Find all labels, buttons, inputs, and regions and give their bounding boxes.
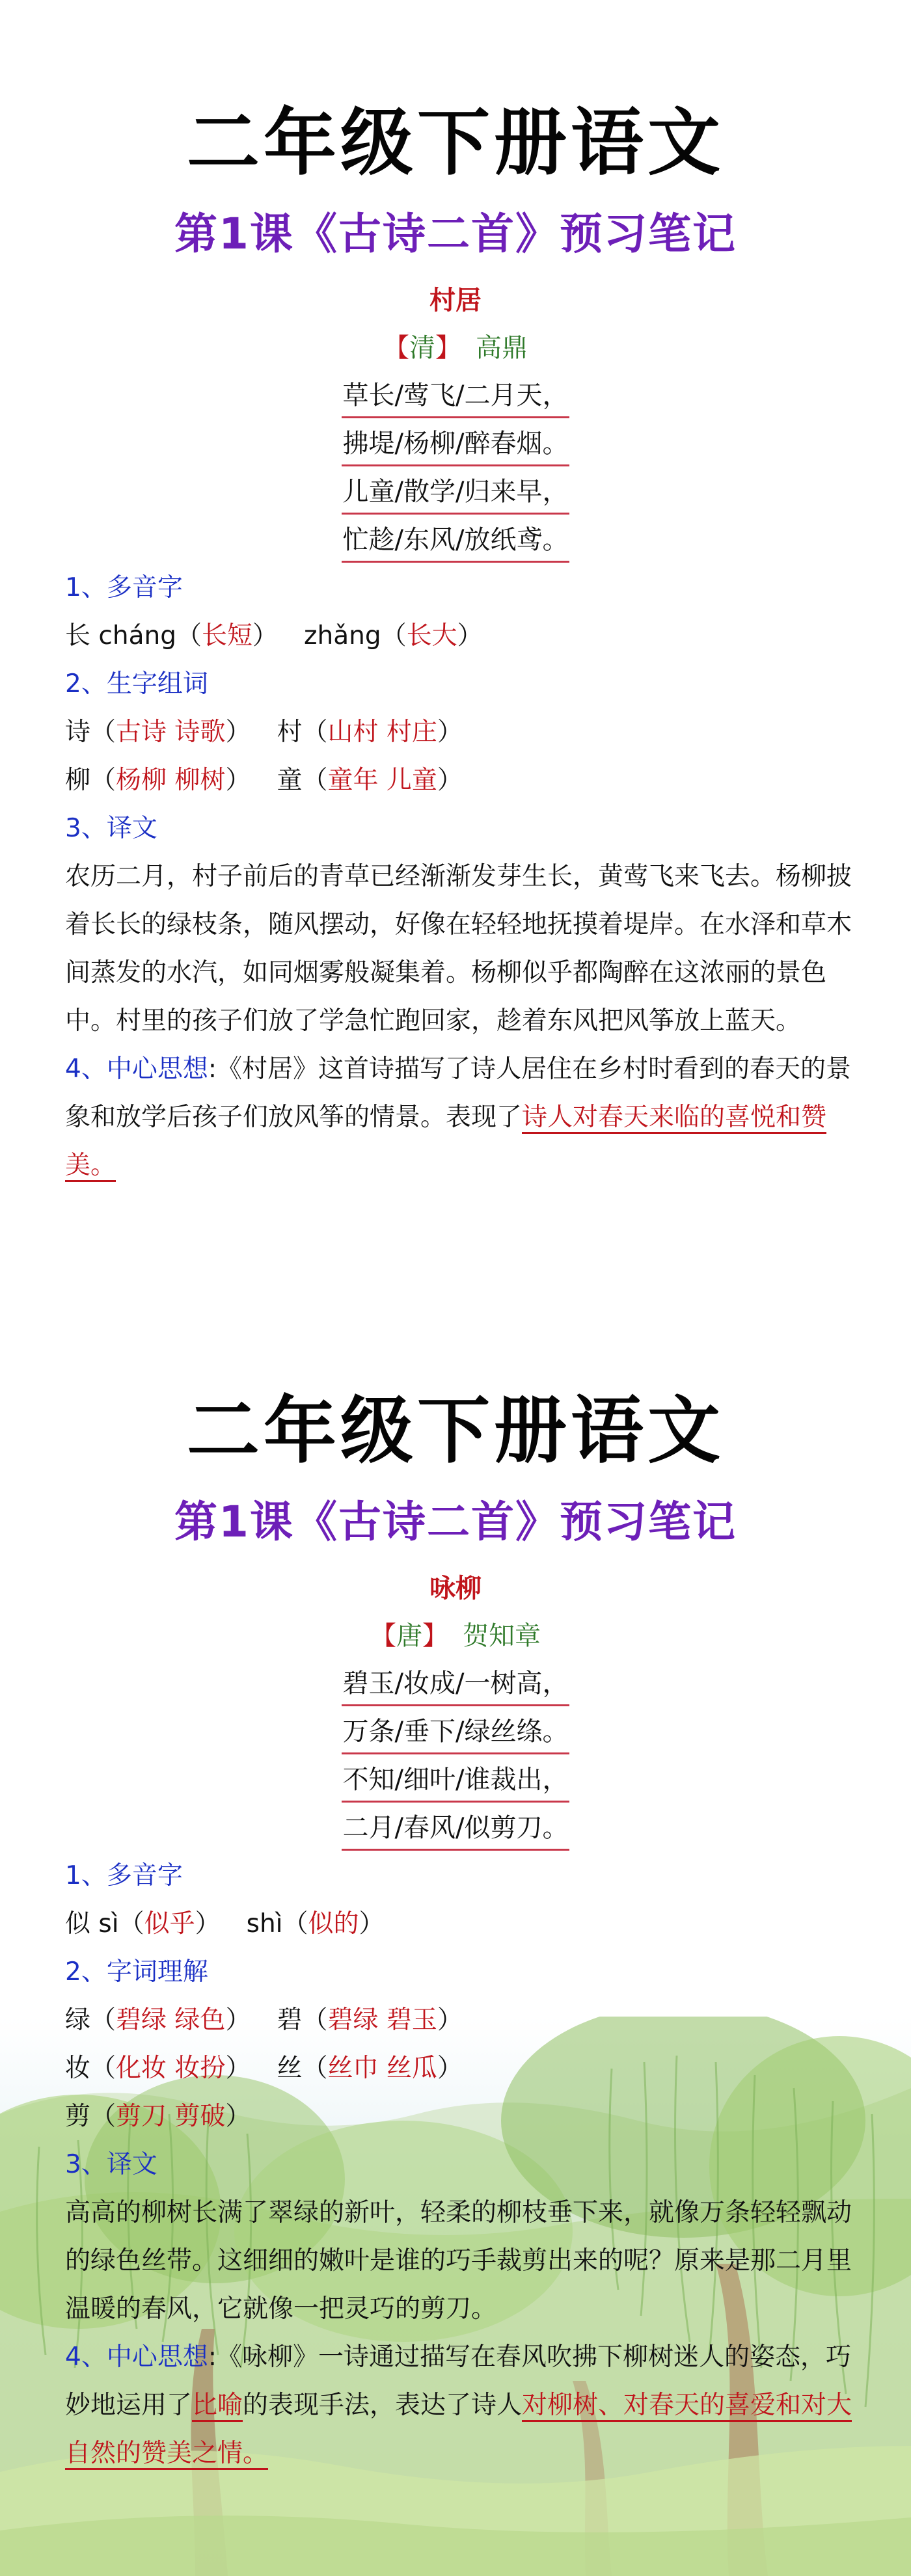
polyphone-row: 长 cháng（长短） zhǎng（长大） [65, 621, 483, 651]
word-row: 剪（剪刀 剪破） [65, 2102, 251, 2131]
poem-line: 拂堤/杨柳/醉春烟。 [0, 424, 911, 466]
poem-line: 不知/细叶/谁裁出， [0, 1760, 911, 1803]
bracket-open: 【 [383, 333, 409, 363]
poem-line: 万条/垂下/绿丝绦。 [0, 1712, 911, 1754]
bracket-close: 】 [435, 333, 461, 363]
word-row: 诗（古诗 诗歌） 村（山村 村庄） [65, 718, 463, 747]
central-idea: 4、中心思想:《村居》这首诗描写了诗人居住在乡村时看到的春天的景象和放学后孩子们放风筝的情景。表现了诗人对春天来临的喜悦和赞美。 [65, 1045, 852, 1190]
dynasty: 唐 [396, 1621, 422, 1651]
poem-line: 儿童/散学/归来早， [0, 472, 911, 515]
bracket-open: 【 [370, 1621, 396, 1651]
poem-line: 忙趁/东风/放纸鸢。 [0, 520, 911, 563]
heading-translation: 3、译文 [65, 2150, 157, 2179]
page-title: 二年级下册语文 [187, 1389, 724, 1473]
dynasty: 清 [409, 333, 435, 363]
heading-polyphone: 1、多音字 [65, 1861, 183, 1890]
page-title: 二年级下册语文 [187, 101, 724, 185]
poem-line: 草长/莺飞/二月天， [0, 376, 911, 418]
author-line [0, 1617, 911, 1656]
heading-polyphone: 1、多音字 [65, 573, 183, 602]
notes-block [65, 1852, 852, 2478]
word-row: 柳（杨柳 柳树） 童（童年 儿童） [65, 766, 463, 795]
word-row: 妆（化妆 妆扮） 丝（丝巾 丝瓜） [65, 2054, 463, 2083]
poem-title: 咏柳 [429, 1574, 482, 1603]
translation-text: 高高的柳树长满了翠绿的新叶，轻柔的柳枝垂下来，就像万条轻轻飘动的绿色丝带。这细细的嫩叶是谁的巧手裁剪出来的呢？原来是那二月里温暖的春风，它就像一把灵巧的剪刀。 [65, 2198, 852, 2324]
word-row: 绿（碧绿 绿色） 碧（碧绿 碧玉） [65, 2006, 463, 2035]
heading-words: 2、字词理解 [65, 1957, 208, 1987]
translation-text: 农历二月，村子前后的青草已经渐渐发芽生长，黄莺飞来飞去。杨柳披着长长的绿枝条，随风摆动，好像在轻轻地抚摸着堤岸。在水泽和草木间蒸发的水汽，如同烟雾般凝集着。杨柳似乎都陶醉在这浓丽的景色中。村里的孩子们放了学急忙跑回家，趁着东风把风筝放上蓝天。 [65, 862, 852, 1036]
poem-line: 碧玉/妆成/一树高， [0, 1664, 911, 1706]
poem-title: 村居 [429, 286, 482, 315]
polyphone-row: 似 sì（似乎） shì（似的） [65, 1909, 385, 1939]
lesson-subtitle: 第1课《古诗二首》预习笔记 [174, 209, 737, 259]
lesson2-section [0, 1288, 911, 2576]
bracket-close: 】 [422, 1621, 448, 1651]
central-idea: 4、中心思想:《咏柳》一诗通过描写在春风吹拂下柳树迷人的姿态，巧妙地运用了比喻的表现手法，表达了诗人对柳树、对春天的喜爱和对大自然的赞美之情。 [65, 2333, 852, 2478]
author-name: 贺知章 [463, 1621, 541, 1651]
notes-block [65, 564, 852, 1190]
author-name: 高鼎 [476, 333, 528, 363]
heading-words: 2、生字组词 [65, 669, 208, 699]
poem-line: 二月/春风/似剪刀。 [0, 1808, 911, 1851]
heading-translation: 3、译文 [65, 814, 157, 843]
lesson-subtitle: 第1课《古诗二首》预习笔记 [174, 1497, 737, 1547]
author-line [0, 329, 911, 368]
